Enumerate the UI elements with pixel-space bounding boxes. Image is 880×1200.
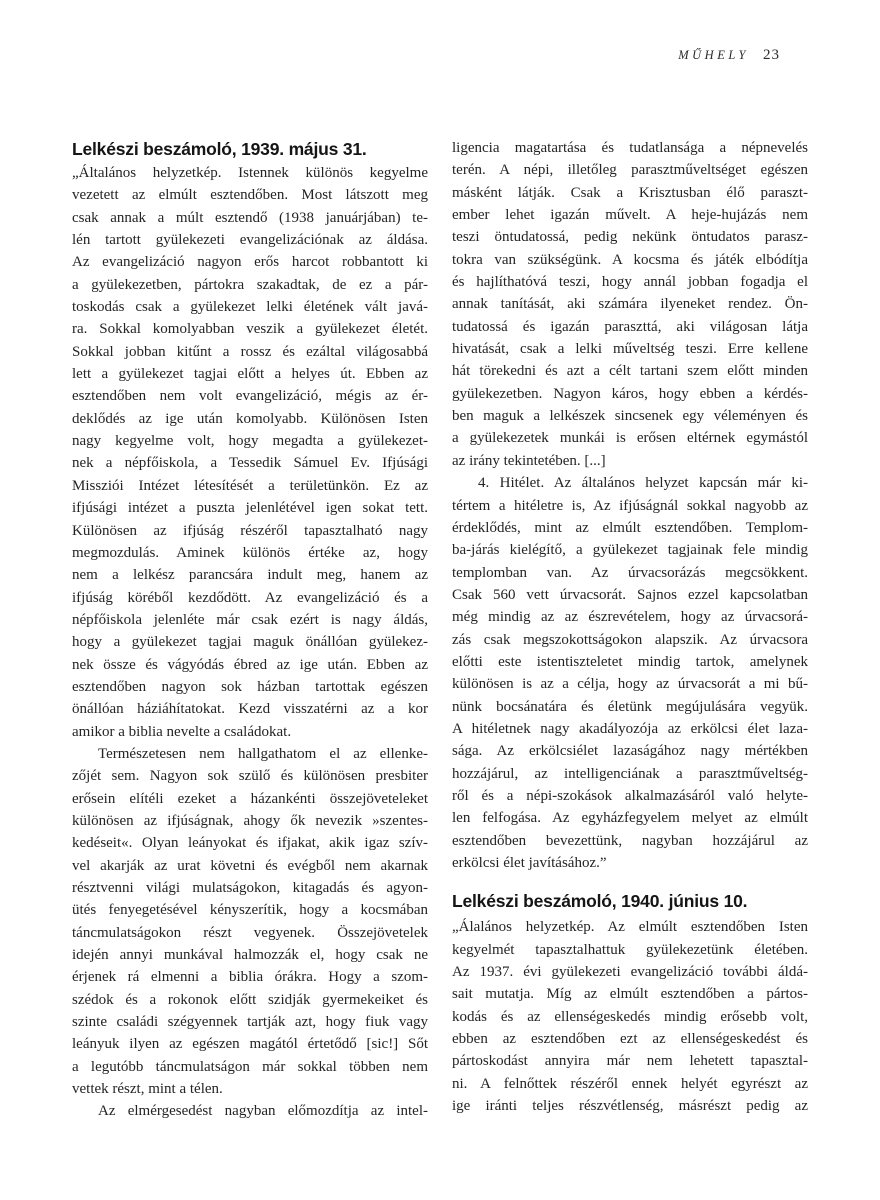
text-line: ra. Sokkal komolyabban veszik a gyülekezet életét. [72,321,428,338]
page-number: 23 [763,47,780,63]
text-line: idején annyi munkával halmozzák el, hogy csak ne [72,947,428,964]
text-line: még mindig az az észrevételem, hogy az úrvacsorá- [452,609,808,626]
text-line: gyülekezetben. Nagyon káros, hogy ebben a kérdés- [452,385,808,402]
text-line: nek a népfőiskola, a Tessedik Sámuel Ev. Ifjúsági [72,455,428,472]
text-line: kegyelmét tapasztalhattuk gyülekezetünk életében. [452,941,808,958]
text-line: teszi öntudatossá, pedig nekünk öntudatos parasz- [452,229,808,246]
text-line: különösen is az a célja, hogy az úrvacsorát a mi bű- [452,676,808,693]
text-line: nem a lelkész parancsára indult meg, hanem az [72,567,428,584]
text-line: előtti este istentiszteletet mindig tartok, amelynek [452,653,808,670]
text-line: érjenek rá elmenni a biblia órákra. Hogy a szom- [72,969,428,986]
text-line: az irány tekintetében. [...] [452,452,606,469]
text-line: ni. A felnőttek részéről ennek helyét egyrészt az [452,1075,808,1092]
text-line: hát törekedni és azt a célt tartani szem előtt minden [452,363,808,380]
text-line: erkölcsi élet javításához.” [452,855,607,871]
text-line: szédok és a rokonok előtt szidják gyermekeiket és [72,991,428,1008]
text-line: sait mutatja. Míg az elmúlt esztendőben a pártos- [452,986,808,1003]
text-line: nek össze és vágyódás ébred az ige után. Ebben az [72,656,428,673]
text-column-left [72,137,428,1123]
text-line: vezetett az elmúlt esztendőben. Most látszott meg [72,187,428,204]
text-line: és hajlíthatóvá teszi, hogy annál jobban fogadja el [452,274,808,291]
text-line: csak annak a múlt esztendő (1938 januárjában) te- [72,209,428,226]
text-line: ba-járás kielégítő, a gyülekezet tagjainak fele mindig [452,542,808,559]
text-line: deklődés az ige után komolyabb. Különösen Isten [72,410,428,427]
text-line: vettek részt, mint a télen. [72,1081,223,1098]
text-line: tértem a hitéletre is, Az ifjúságnál sokkal nagyobb az [452,497,808,514]
text-line: Az 1937. évi gyülekezeti evangelizáció további áldá- [452,964,808,981]
text-line: nagy kegyelme volt, hogy megadta a gyülekezet- [72,433,428,450]
text-line: lett a gyülekezet tagjai előtt a helyes út. Ebben az [72,366,428,383]
text-line: Különösen az ifjúság részéről tapasztalható nagy [72,522,428,539]
text-line: amikor a biblia nevelte a családokat. [72,723,292,740]
journal-section-title: MŰHELY [678,48,749,62]
text-line: kodás és az ellenségeskedés mindig erősebb volt, [452,1008,808,1025]
text-line: nünk bocsánatára és életünk megújulására vegyük. [452,698,808,715]
text-line: Az evangelizáció nagyon erős harcot robbantott ki [72,254,428,271]
text-line: ige iránti teljes részvétlenség, másrészt pedig az [452,1098,808,1115]
text-line: hozzájárul, az intelligenciának a parasztműveltség- [452,765,808,782]
text-line: Missziói Intézet létesítését a területünkön. Ez az [72,477,428,494]
text-line: különösen az ifjúságnak, ahogy ők nevezik »szentes- [72,812,428,829]
text-line: „Álalános helyzetkép. Az elmúlt esztendőben Isten [452,919,808,936]
text-line: szinte családi szégyennek tartják azt, hogy fiuk vagy [72,1014,428,1031]
text-line: A hitéletnek nagy akadályozója az erkölcsi élet laza- [452,720,808,737]
text-line: leányuk ilyen az egészen magától értetődő [sic!] Sőt [72,1036,428,1053]
text-line: 4. Hitélet. Az általános helyzet kapcsán már ki- [478,475,808,492]
text-line: érdeklődés, mint az elmúlt esztendőben. Templom- [452,519,808,536]
text-line: esztendőben nem volt evangelizáció, mégis az ér- [72,388,428,405]
text-line: ben maguk a lelkészek sincsenek egy véleményen és [452,408,808,425]
text-line: esztendőben nagyon sok házban tartottak egészen [72,678,428,695]
text-line: Csak 560 vett úrvacsorát. Sajnos ezzel kapcsolatban [452,586,808,603]
text-line: erősein elítéli ezeket a házankénti összejöveteleket [72,790,428,807]
text-line: a gyülekezetben, pártokra szakadtak, de ez a pár- [72,276,428,293]
text-line: annak tanítását, aki számára ilyeneket rendez. Ön- [452,296,808,313]
text-line: ifjúság köréből kezdődött. Az evangelizáció és a [72,589,428,606]
text-line: táncmulatságokon részt vegyenek. Összejövetelek [72,924,428,941]
text-line: ember lehet igazán művelt. A heje-hujázás nem [452,207,808,224]
text-line: Az elmérgesedést nagyban előmozdítja az intel- [98,1103,428,1120]
text-line: megmozdulás. Aminek különös értéke az, hogy [72,544,428,561]
text-line: ebben az esztendőben ezt az ellenségeskedést és [452,1031,808,1048]
text-line: zőjét sem. Nagyon sok szülő és különösen presbiter [72,768,428,785]
text-line: esztendőben bevezettünk, nagyban hozzájárul az [452,832,808,849]
text-line: „Általános helyzetkép. Istennek különös kegyelme [72,165,428,181]
text-line: ütés fenyegetésével kényszerítik, hogy a kocsmában [72,902,428,919]
text-line: vel akarják az urat követni és evégből nem akarnak [72,857,428,874]
text-line: zás csak megszokottságokon alapszik. Az úrvacsora [452,631,808,648]
text-line: ifjúsági intézet a puszta jelenlétével igen sokat tett. [72,500,428,517]
text-column-right [452,137,808,1117]
text-line: a legutóbb táncmulatságon már sokkal többen nem [72,1058,428,1075]
text-line: sága. Az erkölcsiélet lazaságához nagy mértékben [452,743,808,760]
text-line: a gyülekezetek munkái is erősen eltérnek egymástól [452,430,808,447]
text-line: toskodás csak a gyülekezet lelki életének vált javá- [72,299,428,316]
text-line: ről és a népi-szokások alkalmazásáról való helyte- [452,787,808,804]
text-line: ligencia magatartása és tudatlansága a népnevelés [452,140,808,156]
running-head [678,46,780,64]
text-line: résztvenni világi mulatságokon, kitagadás és agyon- [72,880,428,896]
text-line: Természetesen nem hallgathatom el az ellenke- [98,745,428,762]
text-line: terén. A népi, illetőleg parasztműveltséget egészen [452,162,808,179]
report-heading: Lelkészi beszámoló, 1939. május 31. [72,139,367,159]
text-line: pártoskodást annyira már nem lehetett tapasztal- [452,1053,808,1070]
text-line: tudatossá és igazán paraszttá, aki világosan látja [452,318,808,335]
text-line: népfőiskola jelenléte már csak ezért is nagy áldás, [72,611,428,628]
text-line: templomban van. Az úrvacsorázás megcsökkent. [452,564,808,581]
text-line: len felfogása. Az egyházfegyelem melyet az elmúlt [452,810,808,827]
text-line: tokra van szükségünk. A kocsma és játék elbódítja [452,251,808,268]
text-line: hogy a gyülekezet tagjai maguk önállóan gyülekez- [72,634,428,651]
text-line: lén tartott gyülekezeti evangelizációnak az áldása. [72,232,428,249]
text-line: kedéseit«. Olyan leányokat és ifjakat, akik igaz szív- [72,835,428,852]
text-line: Sokkal jobban kitűnt a rossz és ezáltal világosabbá [72,343,428,360]
text-line: önállóan háziáhítatokat. Kezd visszatérni az a kor [72,701,428,718]
text-line: másként látják. Csak a Krisztusban élő paraszt- [452,184,808,201]
text-line: hivatását, csak a lelki műveltség teszi. Erre kellene [452,341,808,358]
report-heading: Lelkészi beszámoló, 1940. június 10. [452,891,748,912]
